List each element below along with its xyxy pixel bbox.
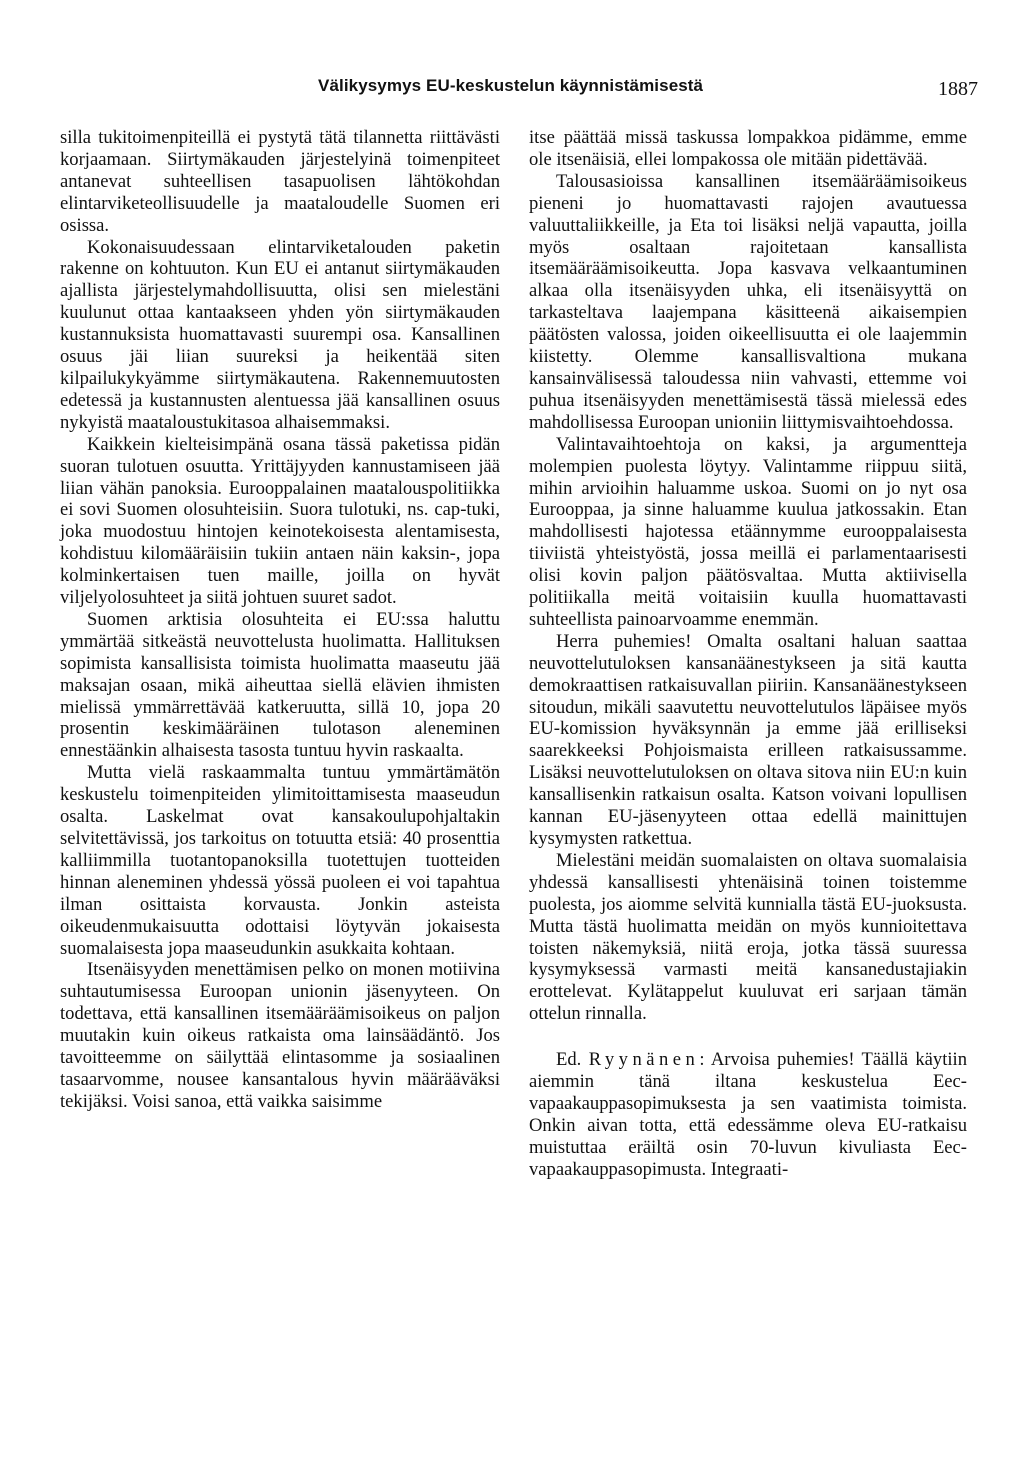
speech-paragraph — [529, 1049, 967, 1180]
paragraph: Herra puhemies! Omalta osaltani haluan saattaa neuvottelutuloksen kansanäänestykseen ja sitä kautta demokraattisen ratkaisuvallan piiriin. Kansanäänestykseen sitoudun, mikäli saavutettu neuvottelutulos läpäisee myös EU-komission hyväksynnän ja emme jää erilliseksi saarekkeeksi Pohjoismaista erilleen ratkaisussamme. Lisäksi neuvottelutuloksen on oltava sitova niin EU:n kuin kansallisenkin ratkaisun osalta. Katson voivani lopullisen kannan EU-jäsenyyteen ottaa edellä mainittujen kysymysten ratkettua. — [529, 630, 967, 849]
paragraph: itse päättää missä taskussa lompakkoa pidämme, emme ole itsenäisiä, ellei lompakossa ole mitään pidettävää. — [529, 127, 967, 170]
paragraph: silla tukitoimenpiteillä ei pystytä tätä tilannetta riittävästi korjaamaan. Siirtymäkauden järjestelyinä toimenpiteet antanevat suhteellisen tasapuolisen lähtökohdan elintarviketeollisuudelle ja maataloudelle Suomen eri osissa. — [60, 127, 500, 236]
page-number: 1887 — [938, 78, 978, 100]
paragraph: Mutta vielä raskaammalta tuntuu ymmärtämätön keskustelu toimenpiteiden ylimitoittamisesta maaseudun osalta. Laskelmat ovat kansakoulupohjaltakin selvitettävissä, jos tarkoitus on totuutta etsiä: 40 prosenttia kalliimmilla tuotantopanoksilla tuotettujen tuotteiden hinnan aleneminen yhdessä yössä puoleen ei voi tapahtua ilman osittaista korvausta. Jonkin asteista oikeudenmukaisuutta odottaisi löytyvän jokaisesta suomalaisesta jopa maaseudunkin asukkaita kohtaan. — [60, 762, 500, 959]
speaker-prefix: Ed. — [556, 1049, 582, 1071]
paragraph: Mielestäni meidän suomalaisten on oltava suomalaisia yhdessä kansallisesti yhtenäisinä toinen toistemme puolesta, jos aiomme selvitä kunnialla tästä EU-juoksusta. Mutta tästä huolimatta meidän on myös kunnioitettava toisten näkemyksiä, niitä eroja, jotka tässä suuressa kysymyksessä varmasti meitä kansanedustajiakin erottelevat. Kylätappelut kuuluvat eri sarjaan tämän ottelun rinnalla. — [529, 849, 967, 1025]
paragraph: Valintavaihtoehtoja on kaksi, ja argumentteja molempien puolesta löytyy. Valintamme riippuu siitä, mihin arvioihin haluamme uskoa. Suomi on jo nyt osa Eurooppaa, ja sinne haluamme kuulua jatkossakin. Etan mahdollisesti hajotessa etäännymme eurooppalaisesta tiiviistä yhteistyöstä, jossa meillä ei parlamentaarisesti olisi kovin paljon päätösvaltaa. Mutta aktiivisella politiikalla meitä voitaisiin kuulla huomattavasti suhteellista painoarvoamme enemmän. — [529, 433, 967, 630]
paragraph: Talousasioissa kansallinen itsemääräämisoikeus pieneni jo huomattavasti rajojen avautuessa valuuttaliikkeille, ja Eta toi lisäksi neljä vapautta, joilla myös osaltaan rajoitetaan kansallista itsemääräämisoikeutta. Jopa kasvava velkaantuminen alkaa olla itsenäisyyden uhka, eli itsenäisyyttä on tarkasteltava laajempana käsitteenä aikaisempien päätösten valossa, joiden oikeellisuutta ei ole laajemmin kiistetty. Olemme kansallisvaltiona mukana kansainvälisessä taloudessa niin vahvasti, ettemme voi puhua itsenäisyyden menettämisestä tässä mielessä edes mahdollisessa Euroopan unioniin liittymisvaihtoehdossa. — [529, 170, 967, 433]
paragraph: Kokonaisuudessaan elintarviketalouden paketin rakenne on kohtuuton. Kun EU ei antanut siirtymäkauden ajallista järjestelymahdollisuutta, olisi sen mielestäni kuulunut ottaa kantaakseen yhden yön siirtymäkauden kustannuksista huomattavasti suurempi osa. Kansallinen osuus jäi liian suureksi ja heikentää siten kilpailukykyämme siirtymäkautena. Rakennemuutosten edetessä ja kustannusten alentuessa jää kansallinen osuus nykyistä maataloustukitasoa alhaisemmaksi. — [60, 236, 500, 433]
paragraph: Suomen arktisia olosuhteita ei EU:ssa haluttu ymmärtää sitkeästä neuvottelusta huolimatta. Hallituksen sopimista kansallisista toimista huolimatta maaseutu jää maksajan osaan, mikä aiheuttaa siellä elävien ihmisten mielissä ymmärrettävää katkeruutta, sillä 10, jopa 20 prosentin keskimääräinen tulotason aleneminen ennestäänkin alhaisesta tasosta tuntuu hyvin raskaalta. — [60, 608, 500, 762]
paragraph: Itsenäisyyden menettämisen pelko on monen motiivina suhtautumisessa Euroopan unionin jäsenyyteen. On todettava, että kansallinen itsemääräämisoikeus on paljon muutakin kuin oikeus ratkaista oma lainsäädäntö. Jos tavoitteemme on säilyttää elintasomme ja sosiaalinen tasaarvomme, nousee kansantalous hyvin määrääväksi tekijäksi. Voisi sanoa, että vaikka saisimme — [60, 959, 500, 1112]
left-column — [60, 127, 500, 1113]
running-title: Välikysymys EU-keskustelun käynnistämisestä — [318, 76, 704, 95]
speaker-name: Ryynänen — [588, 1049, 700, 1071]
right-column — [529, 127, 967, 1181]
page-header — [0, 76, 1024, 106]
paragraph: Kaikkein kielteisimpänä osana tässä paketissa pidän suoran tulotuen osuutta. Yrittäjyyden kannustamiseen jää liian vähän panoksia. Eurooppalainen maatalouspolitiikka ei sovi Suomen olosuhteisiin. Suora tulotuki, ns. cap-tuki, joka muodostuu hintojen keinotekoisesta alentamisesta, kohdistuu kilomääräisiin tukiin antaen näin kaksin-, jopa kolminkertaisen tuen maille, joilla on hyvät viljelyolosuhteet ja siitä johtuen suuret sadot. — [60, 433, 500, 609]
speech-text: : Arvoisa puhemies! Täällä käytiin aiemmin tänä iltana keskustelua Eec-vapaakauppasopimuksesta ja sen vaatimista toimista. Onkin aivan totta, että edessämme oleva EU-ratkaisu muistuttaa eräiltä osin 70-luvun kivuliasta Eec-vapaakauppasopimusta. Integraati- — [529, 1049, 968, 1180]
